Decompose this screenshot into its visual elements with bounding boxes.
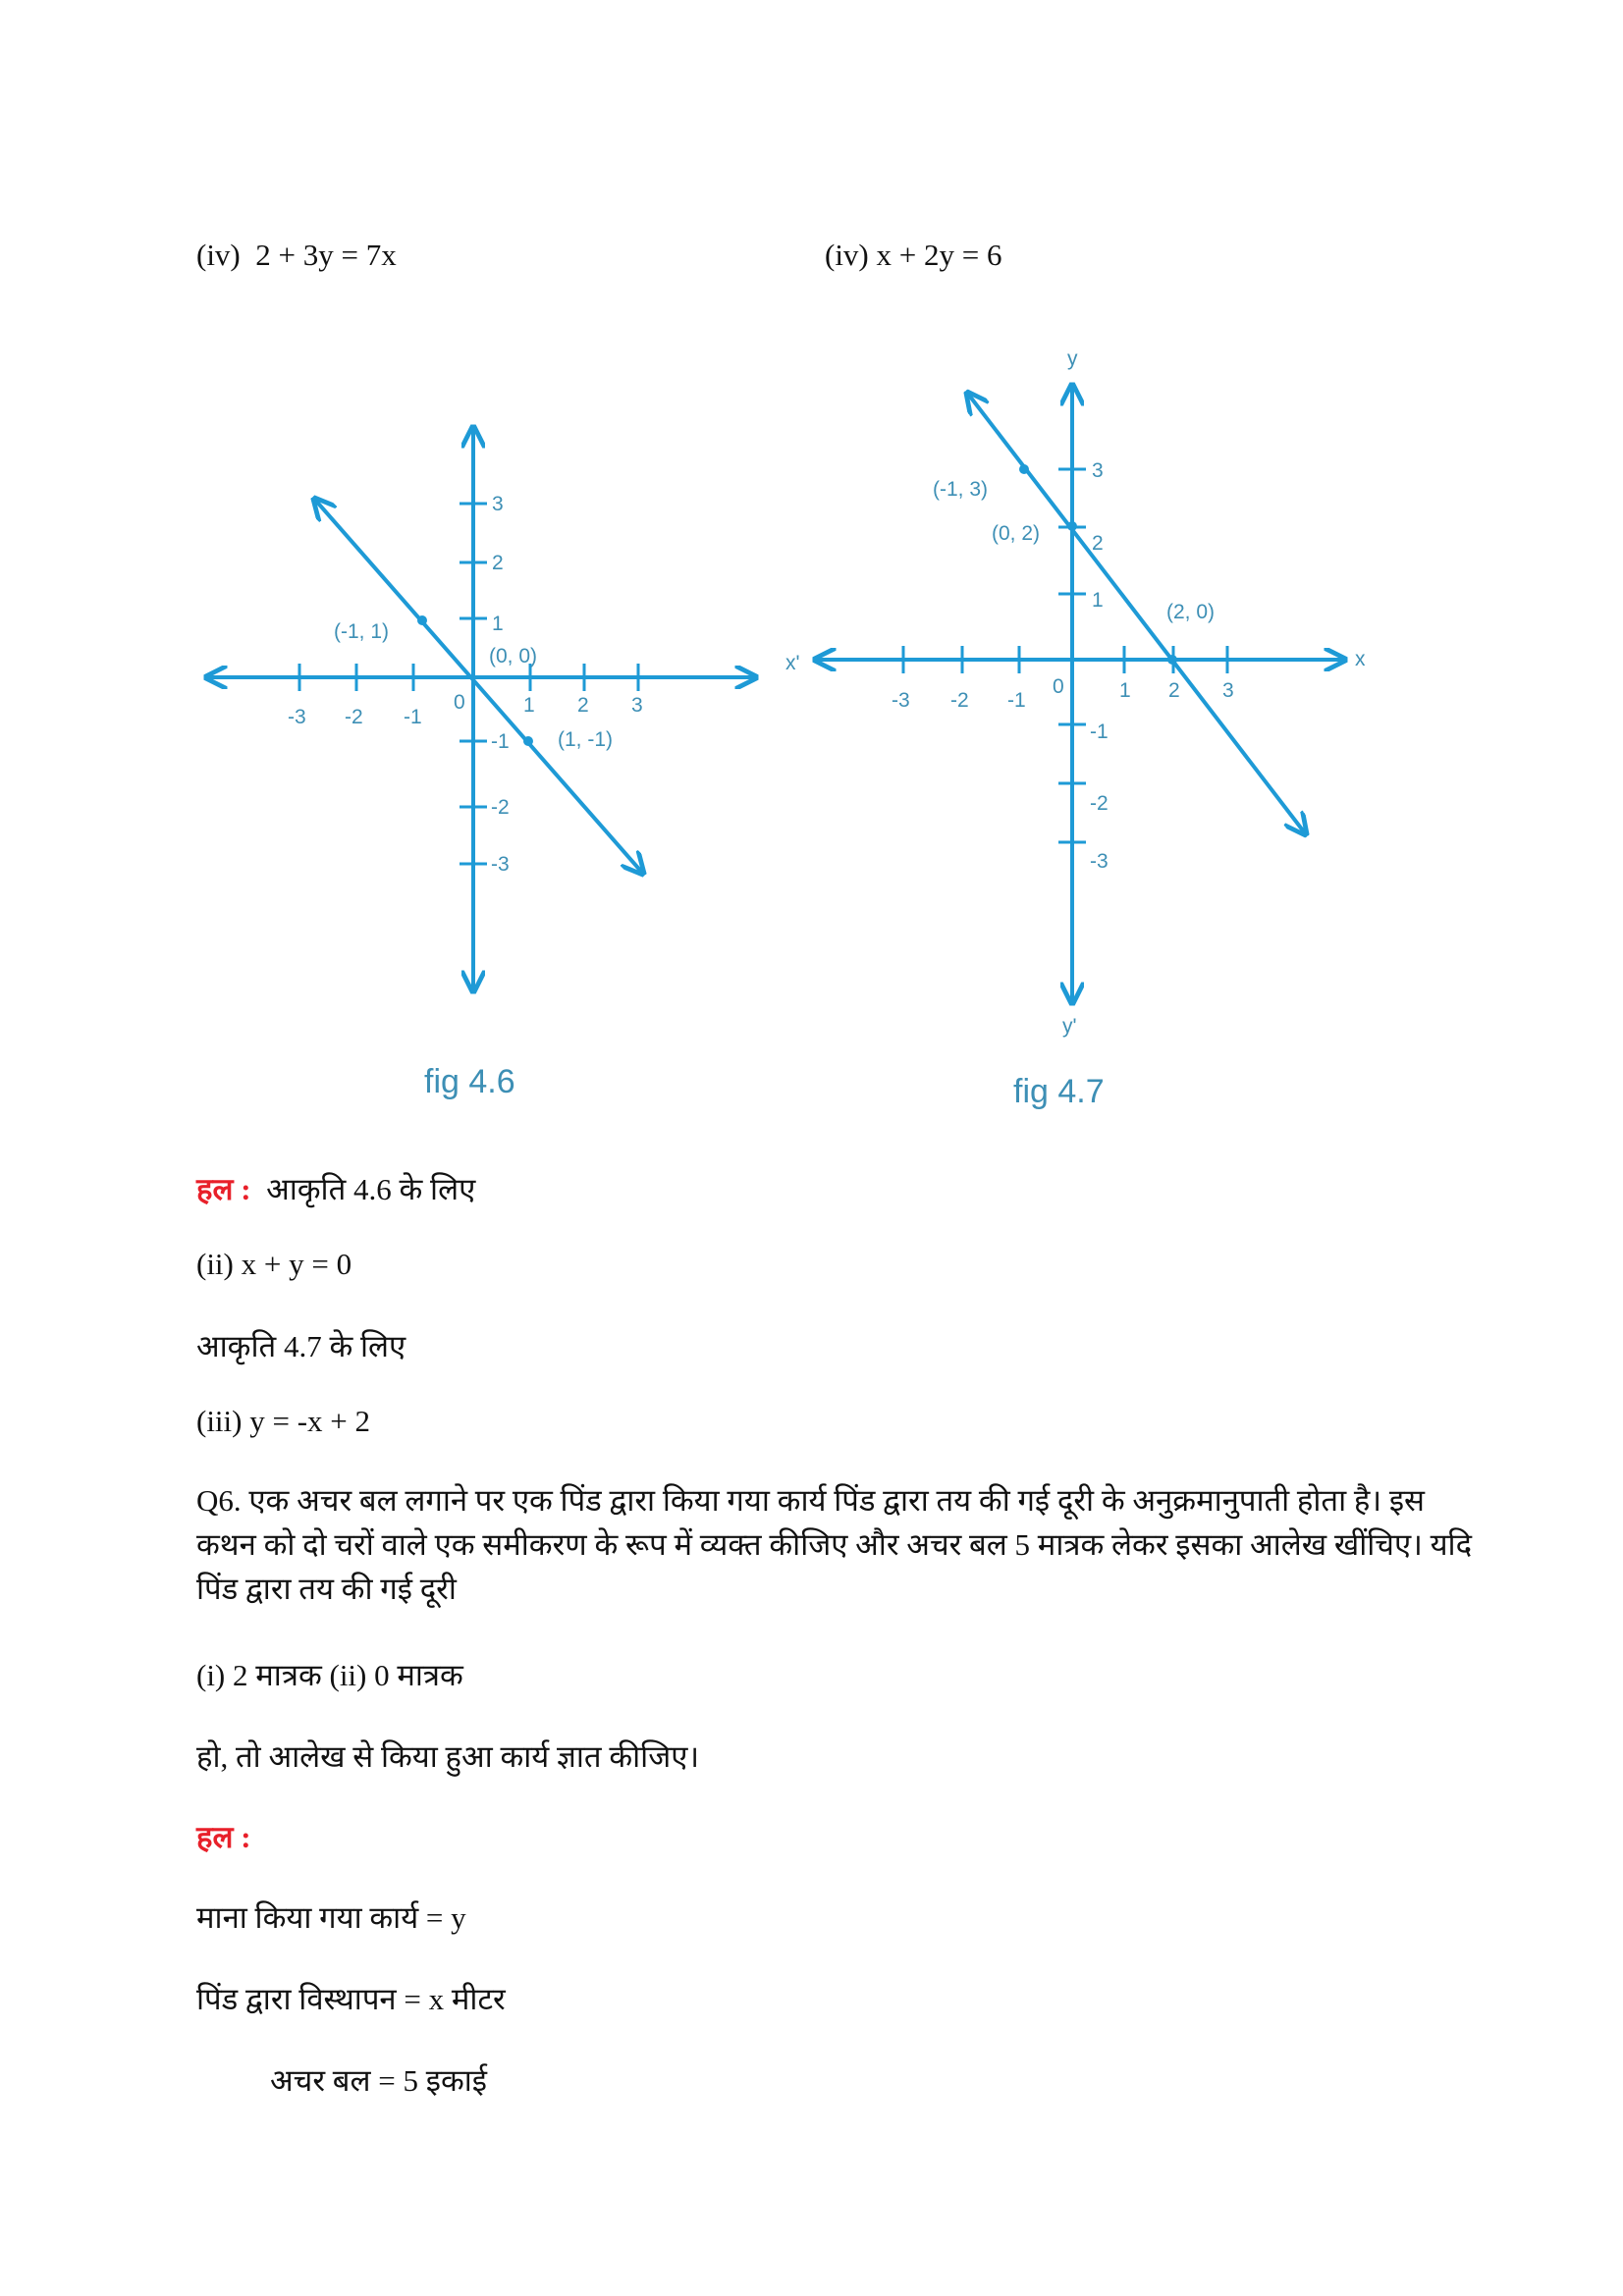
y-tick-label: 1 bbox=[492, 613, 504, 635]
question-options: (i) 2 मात्रक (ii) 0 मात्रक bbox=[196, 1658, 463, 1692]
point-neg1-3 bbox=[1019, 464, 1029, 474]
point-neg1-1 bbox=[417, 615, 427, 625]
x-tick-label: 1 bbox=[1119, 679, 1131, 702]
left-equation bbox=[196, 238, 397, 273]
right-eq: x + 2y = 6 bbox=[876, 238, 1002, 272]
solution-1-intro bbox=[196, 1168, 475, 1209]
solution-text: आकृति 4.6 के लिए bbox=[266, 1172, 476, 1206]
solution-2-line-1: माना किया गया कार्य = y bbox=[196, 1900, 466, 1935]
point-1-neg1 bbox=[523, 736, 533, 746]
solution-text-2: आकृति 4.7 के लिए bbox=[196, 1329, 406, 1363]
answer-2: (iii) y = -x + 2 bbox=[196, 1404, 371, 1438]
solution-heading: हल : bbox=[196, 1172, 251, 1206]
y-tick-label: -3 bbox=[1090, 850, 1109, 873]
point-label: (-1, 3) bbox=[933, 478, 989, 501]
point-label: (0, 0) bbox=[489, 645, 538, 667]
x-tick-label: 3 bbox=[1222, 679, 1234, 702]
figure-4-6 bbox=[187, 402, 776, 1011]
origin-label: 0 bbox=[1053, 675, 1064, 698]
left-eq: 2 + 3y = 7x bbox=[255, 238, 397, 272]
right-eq-label: (iv) bbox=[825, 238, 869, 272]
y-tick-label: 3 bbox=[492, 493, 504, 515]
graph-line bbox=[314, 499, 643, 874]
point-0-2 bbox=[1067, 521, 1077, 531]
x-tick-label: -2 bbox=[345, 706, 363, 728]
fig-4-6-caption: fig 4.6 bbox=[424, 1063, 515, 1100]
point-label: (1, -1) bbox=[558, 728, 614, 751]
y-tick-label: -1 bbox=[1090, 721, 1109, 743]
x-tick-label: -2 bbox=[950, 689, 969, 712]
fig-4-7-caption: fig 4.7 bbox=[1013, 1073, 1105, 1110]
x-tick-label: -1 bbox=[404, 706, 422, 728]
y-tick-label: 2 bbox=[492, 552, 504, 574]
x-tick-label: 2 bbox=[577, 694, 589, 717]
question-6: Q6. एक अचर बल लगाने पर एक पिंड द्वारा किया गया कार्य पिंड द्वारा तय की गई दूरी के अनुक्रमानुपाती होता है। इस कथन को दो चरों वाले एक समीकरण के रूप में व्यक्त कीजिए और अचर बल 5 मात्रक लेकर इसका आलेख खींचिए। यदि पिंड द्वारा तय की गई दूरी bbox=[196, 1483, 1473, 1606]
point-label: (2, 0) bbox=[1166, 601, 1216, 623]
figure-4-7 bbox=[776, 344, 1384, 1050]
right-equation bbox=[825, 238, 1001, 273]
x-tick-label: -3 bbox=[892, 689, 910, 712]
x-tick-label: -3 bbox=[288, 706, 306, 728]
y-tick-label: 1 bbox=[1092, 589, 1104, 612]
question-tail: हो, तो आलेख से किया हुआ कार्य ज्ञात कीजिए। bbox=[196, 1739, 700, 1774]
answer-1: (ii) x + y = 0 bbox=[196, 1247, 352, 1281]
y-tick-label: -2 bbox=[491, 796, 510, 819]
graph-line bbox=[967, 393, 1306, 834]
solution-2-heading: हल : bbox=[196, 1820, 251, 1854]
x-tick-label: 2 bbox=[1168, 679, 1180, 702]
origin-label: 0 bbox=[454, 691, 465, 714]
y-label: y bbox=[1067, 347, 1078, 370]
point-label: (0, 2) bbox=[992, 522, 1041, 545]
x-tick-label: 1 bbox=[523, 694, 535, 717]
solution-2-line-2: पिंड द्वारा विस्थापन = x मीटर bbox=[196, 1982, 506, 2016]
x-tick-label: 3 bbox=[631, 694, 643, 717]
y-tick-label: 2 bbox=[1092, 532, 1104, 555]
y-tick-label: -1 bbox=[491, 730, 510, 753]
point-label: (-1, 1) bbox=[334, 620, 390, 643]
x-label: x bbox=[1355, 648, 1366, 670]
y-tick-label: 3 bbox=[1092, 459, 1104, 482]
y-tick-label: -3 bbox=[491, 853, 510, 876]
x-tick-label: -1 bbox=[1007, 689, 1026, 712]
solution-2-line-3: अचर बल = 5 इकाई bbox=[270, 2063, 488, 2098]
x-prime-label: x' bbox=[785, 652, 800, 674]
y-prime-label: y' bbox=[1062, 1015, 1077, 1038]
point-2-0 bbox=[1167, 655, 1177, 665]
left-eq-label: (iv) bbox=[196, 238, 241, 272]
y-tick-label: -2 bbox=[1090, 792, 1109, 815]
